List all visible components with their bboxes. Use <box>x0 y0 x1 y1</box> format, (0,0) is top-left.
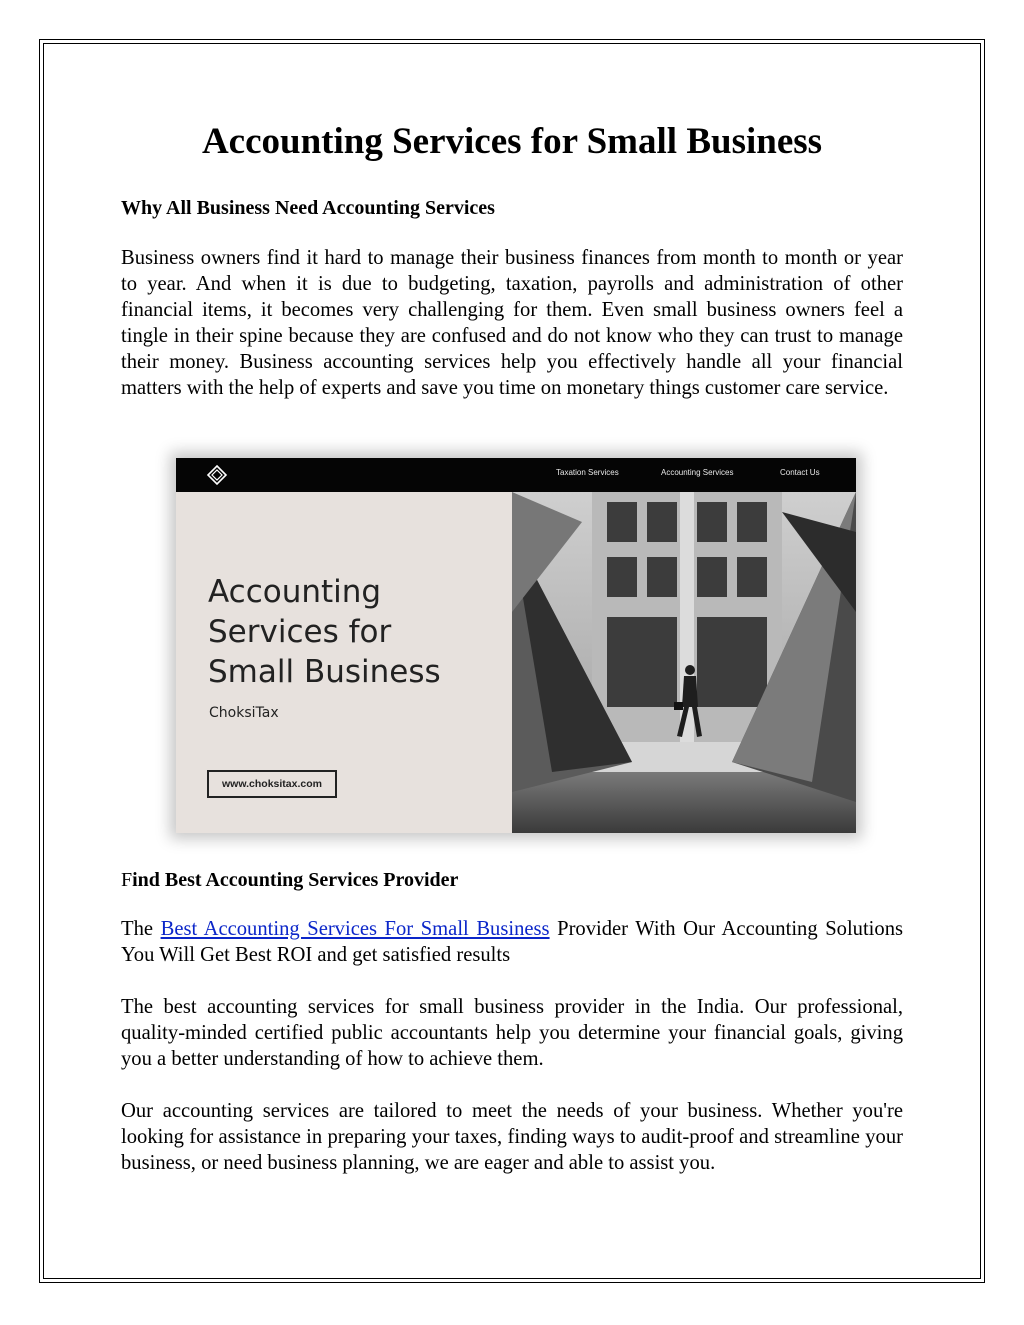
nav-accounting-services: Accounting Services <box>661 468 734 477</box>
text-after-link: Provider With Our Accounting Solutions You Will Get Best ROI and get satisfied results <box>121 918 904 966</box>
banner-title <box>208 572 508 692</box>
banner-title-line: Services for <box>208 614 392 650</box>
building-photo <box>512 492 856 833</box>
intro-paragraph: Business owners find it hard to manage their business finances from month to month or year to year. And when it is due to budgeting, taxation, payrolls and administration of other financial items, it becomes very challenging for them. Even small business owners feel a tingle in their spine because they are confused and do not know who they can trust to manage their money. Business accounting services help you effectively handle all your financial matters with the help of experts and save you time on monetary things customer care service. <box>121 247 903 399</box>
section-heading-find <box>121 868 458 892</box>
banner-title-line: Small Business <box>208 654 441 690</box>
best-accounting-services-link[interactable]: Best Accounting Services For Small Business <box>160 918 550 940</box>
section-heading-why: Why All Business Need Accounting Services <box>121 197 495 219</box>
banner-brand: ChoksiTax <box>209 705 279 721</box>
banner-url-box: www.choksitax.com <box>207 770 337 798</box>
provider-paragraph <box>121 916 903 968</box>
banner-image <box>176 458 856 833</box>
text-before-link: The <box>121 918 161 940</box>
banner-title-line: Accounting <box>208 574 382 610</box>
nav-taxation-services: Taxation Services <box>556 468 619 477</box>
page-title: Accounting Services for Small Business <box>201 121 823 162</box>
banner-text-panel <box>176 492 512 833</box>
banner-nav-bar <box>176 458 856 492</box>
tailored-services-paragraph: Our accounting services are tailored to meet the needs of your business. Whether you're looking for assistance in preparing your taxes, finding ways to audit-proof and streamline your business, or need business planning, we are eager and able to assist you. <box>121 1100 903 1174</box>
diamond-logo-icon <box>206 464 228 486</box>
heading-first-letter: F <box>121 869 133 891</box>
best-services-paragraph: The best accounting services for small business provider in the India. Our professional, quality-minded certified public accountants help you determine your financial goals, giving you a better understanding of how to achieve them. <box>121 996 903 1070</box>
heading-rest: ind Best Accounting Services Provider <box>132 869 459 891</box>
nav-contact-us: Contact Us <box>780 468 820 477</box>
